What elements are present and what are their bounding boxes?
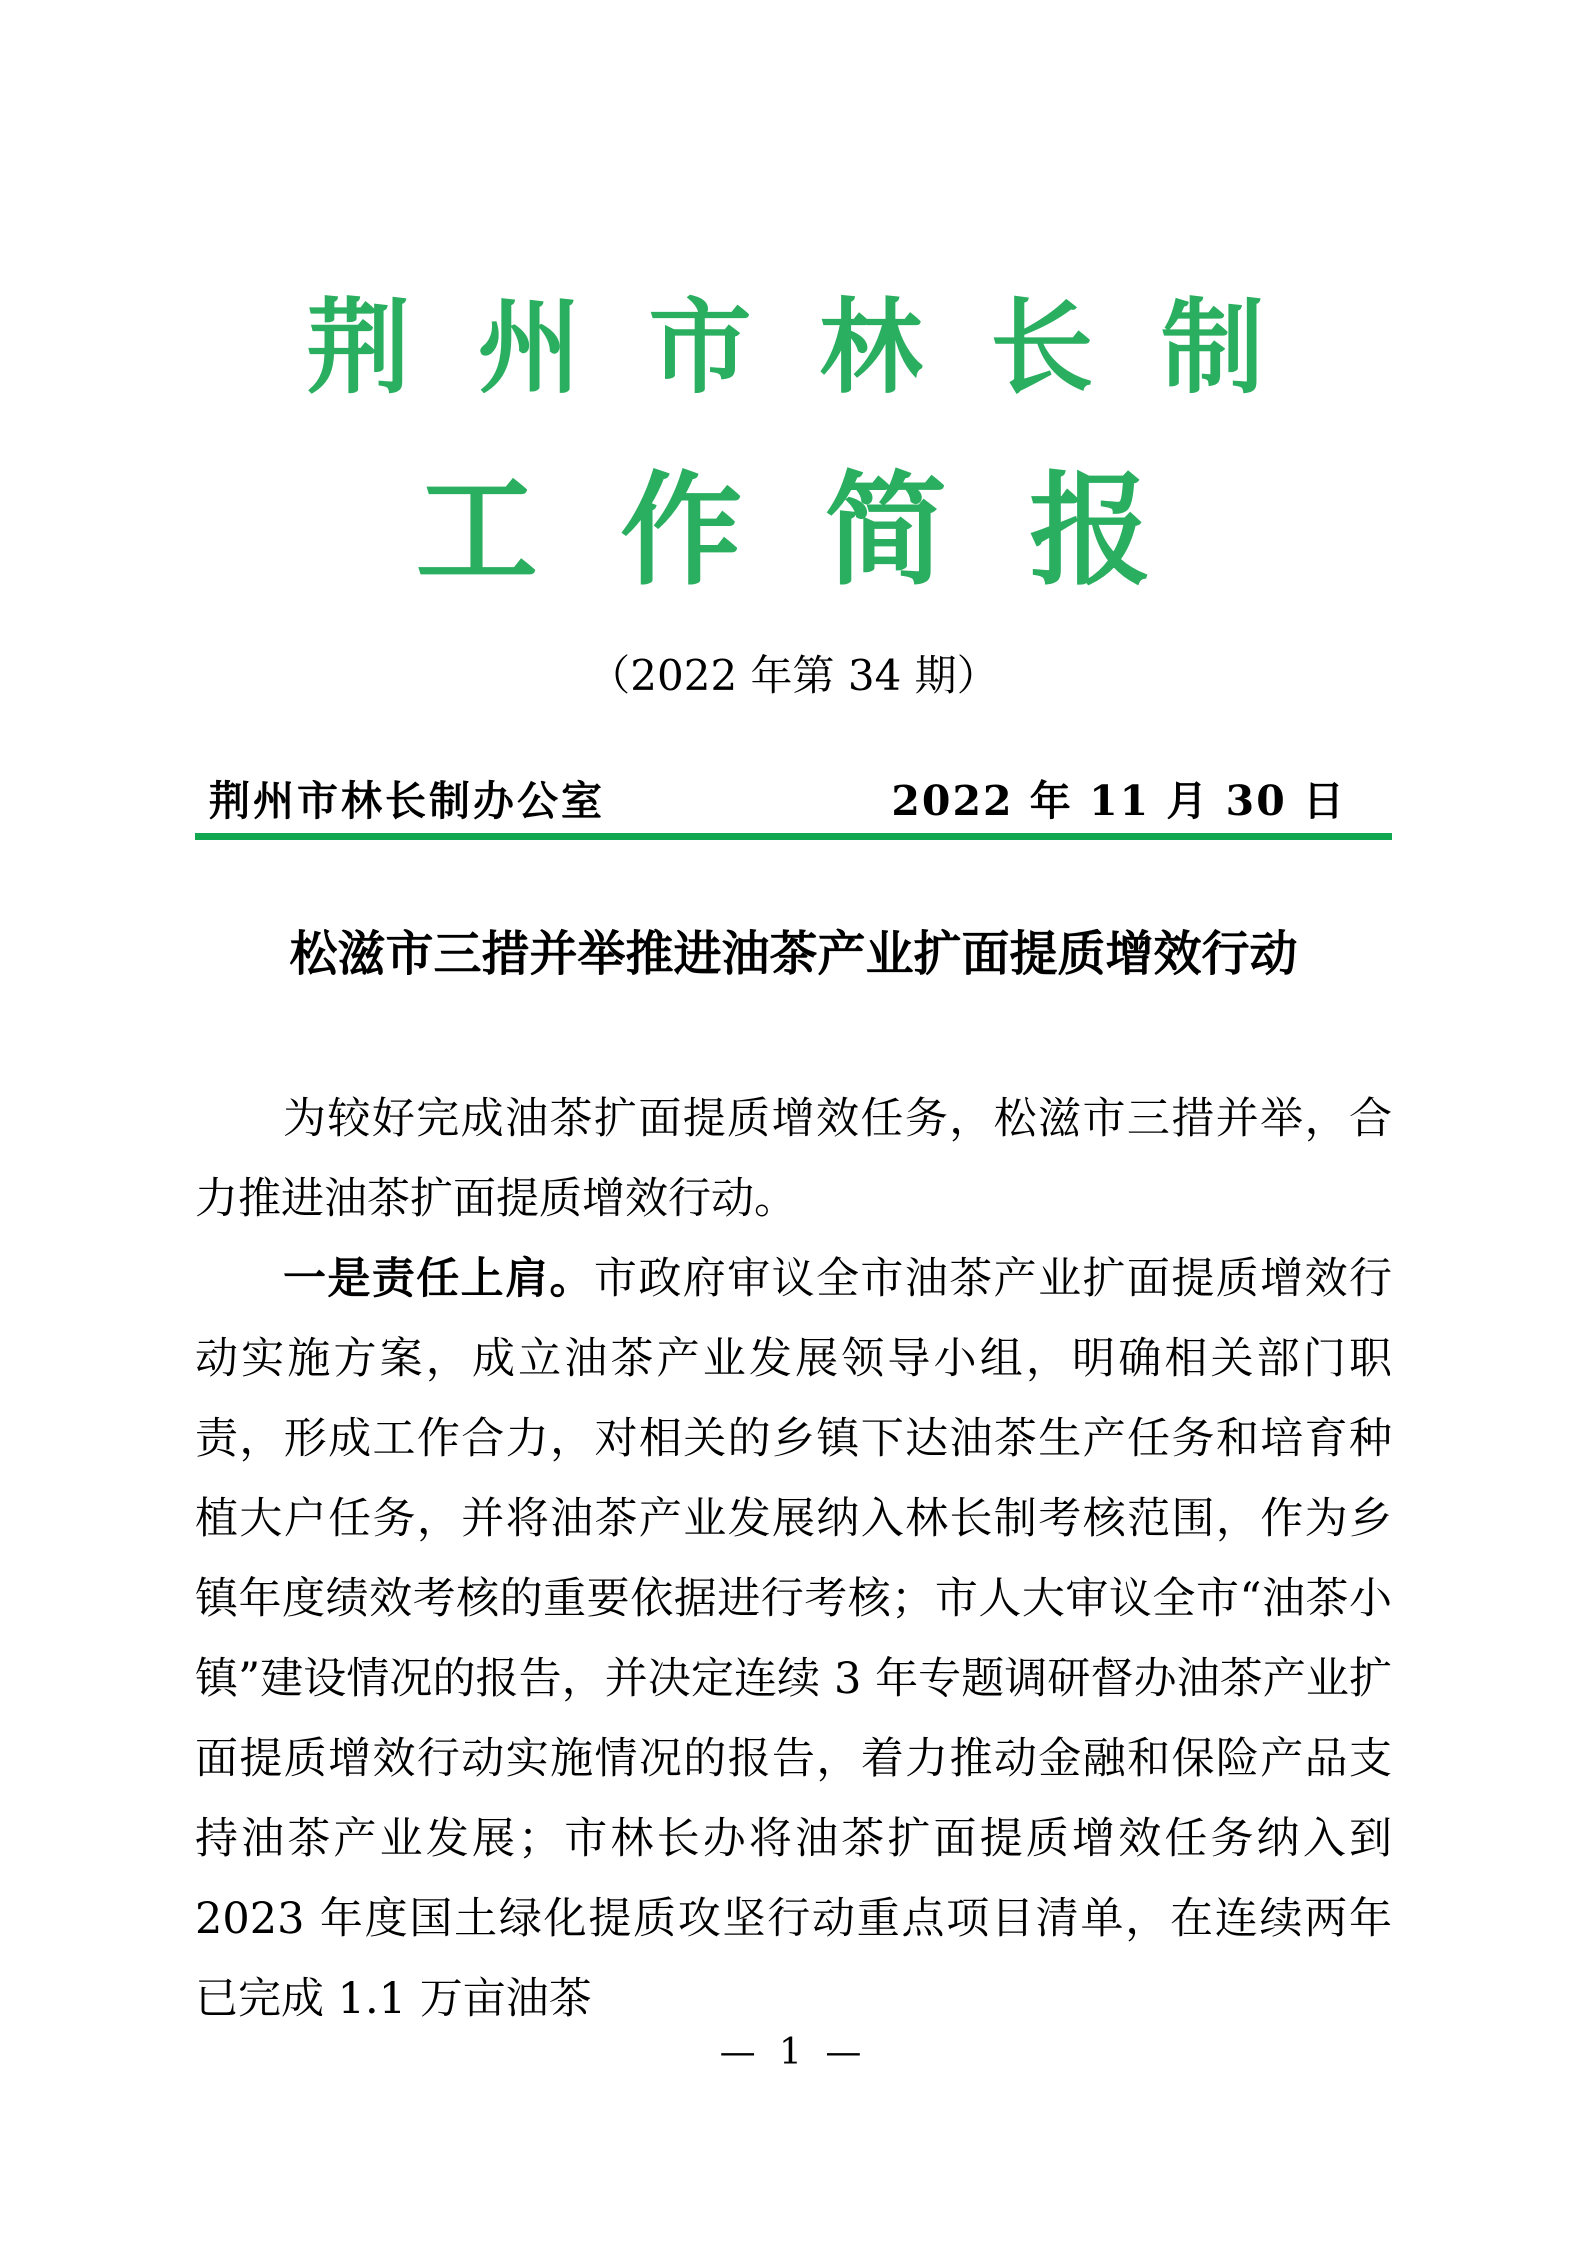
paragraph-text: 为较好完成油茶扩面提质增效任务，松滋市三措并举，合力推进油茶扩面提质增效行动。	[195, 1094, 1392, 1225]
masthead-title-line2: 工 作 简 报	[415, 458, 1172, 602]
paragraph-text: 市政府审议全市油茶产业扩面提质增效行动实施方案，成立油茶产业发展领导小组，明确相关部门职责，形成工作合力，对相关的乡镇下达油茶生产任务和培育种植大户任务，并将油茶产业发展纳入林长制考核范围，作为乡镇年度绩效考核的重要依据进行考核；市人大审议全市“油茶小镇”建设情况的报告，并决定连续 3 年专题调研督办油茶产业扩面提质增效行动实施情况的报告，着力推动金融和保险产品支持油茶产业发展；市林长办将油茶扩面提质增效任务纳入到 2023 年度国土绿化提质攻坚行动重点项目清单，在连续两年已完成 1.1 万亩油茶	[195, 1254, 1393, 2025]
issue-date: 2022 年 11 月 30 日	[891, 776, 1346, 825]
article-heading: 松滋市三措并举推进油茶产业扩面提质增效行动	[289, 925, 1298, 982]
meta-row	[195, 778, 1392, 825]
issuing-office: 荆州市林长制办公室	[209, 776, 605, 825]
masthead-divider-rule	[195, 833, 1392, 840]
paragraph-lead: 一是责任上肩。	[283, 1254, 594, 1305]
page-number: — 1 —	[719, 2032, 868, 2073]
paragraph	[195, 1239, 1392, 2039]
article-body	[195, 1079, 1392, 2039]
masthead-title-line1: 荆 州 市 林 长 制	[306, 287, 1281, 408]
paragraph	[195, 1079, 1392, 1239]
page-content	[195, 287, 1393, 2039]
issue-number-line: （2022 年第 34 期）	[588, 651, 999, 700]
